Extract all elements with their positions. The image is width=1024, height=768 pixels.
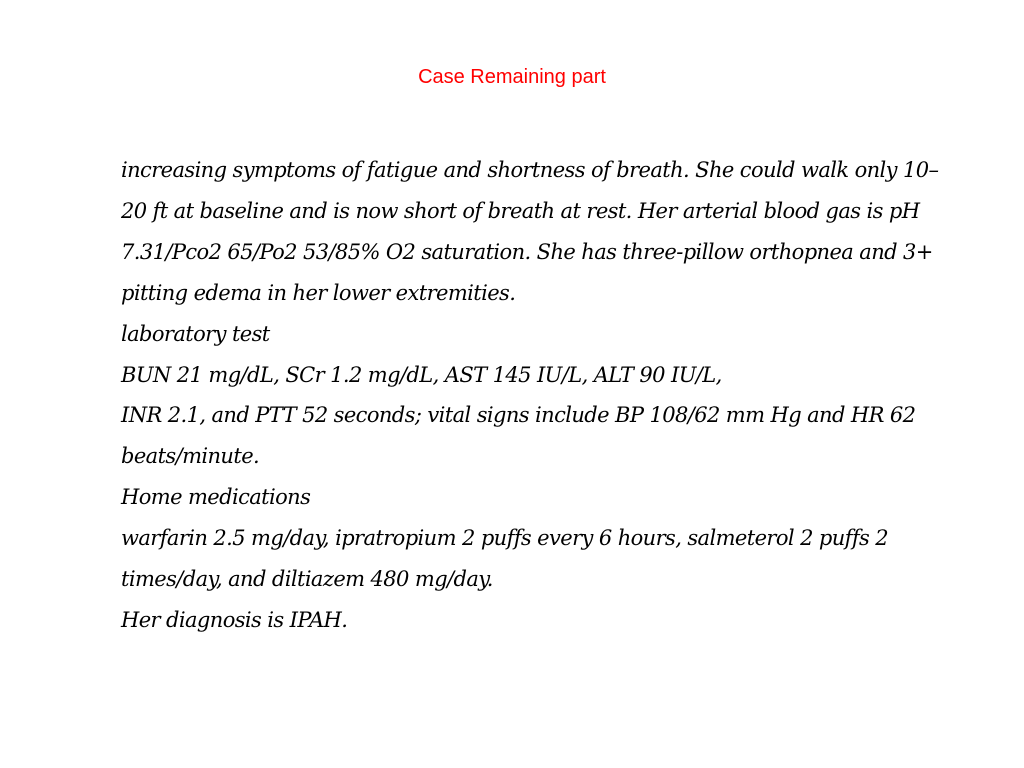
lab-vitals-line: INR 2.1, and PTT 52 seconds; vital signs include BP 108/62 mm Hg and HR 62 beats/minute. [121,403,916,469]
slide-body [121,150,961,641]
medications-list: warfarin 2.5 mg/day, ipratropium 2 puffs every 6 hours, salmeterol 2 puffs 2 times/day, and diltiazem 480 mg/day. [121,526,889,592]
lab-heading: laboratory test [121,321,270,346]
lab-values-line: BUN 21 mg/dL, SCr 1.2 mg/dL, AST 145 IU/L, ALT 90 IU/L, [121,362,722,387]
medications-heading: Home medications [121,485,311,510]
case-paragraph: increasing symptoms of fatigue and shortness of breath. She could walk only 10–20 ft at baseline and is now short of breath at rest. Her arterial blood gas is pH 7.31/Pco2 65/Po2 53/85% O2 saturation. She has three-pillow orthopnea and 3+ pitting edema in her lower extremities. [121,158,939,305]
slide-title: Case Remaining part [418,66,606,88]
diagnosis-line: Her diagnosis is IPAH. [121,607,348,632]
